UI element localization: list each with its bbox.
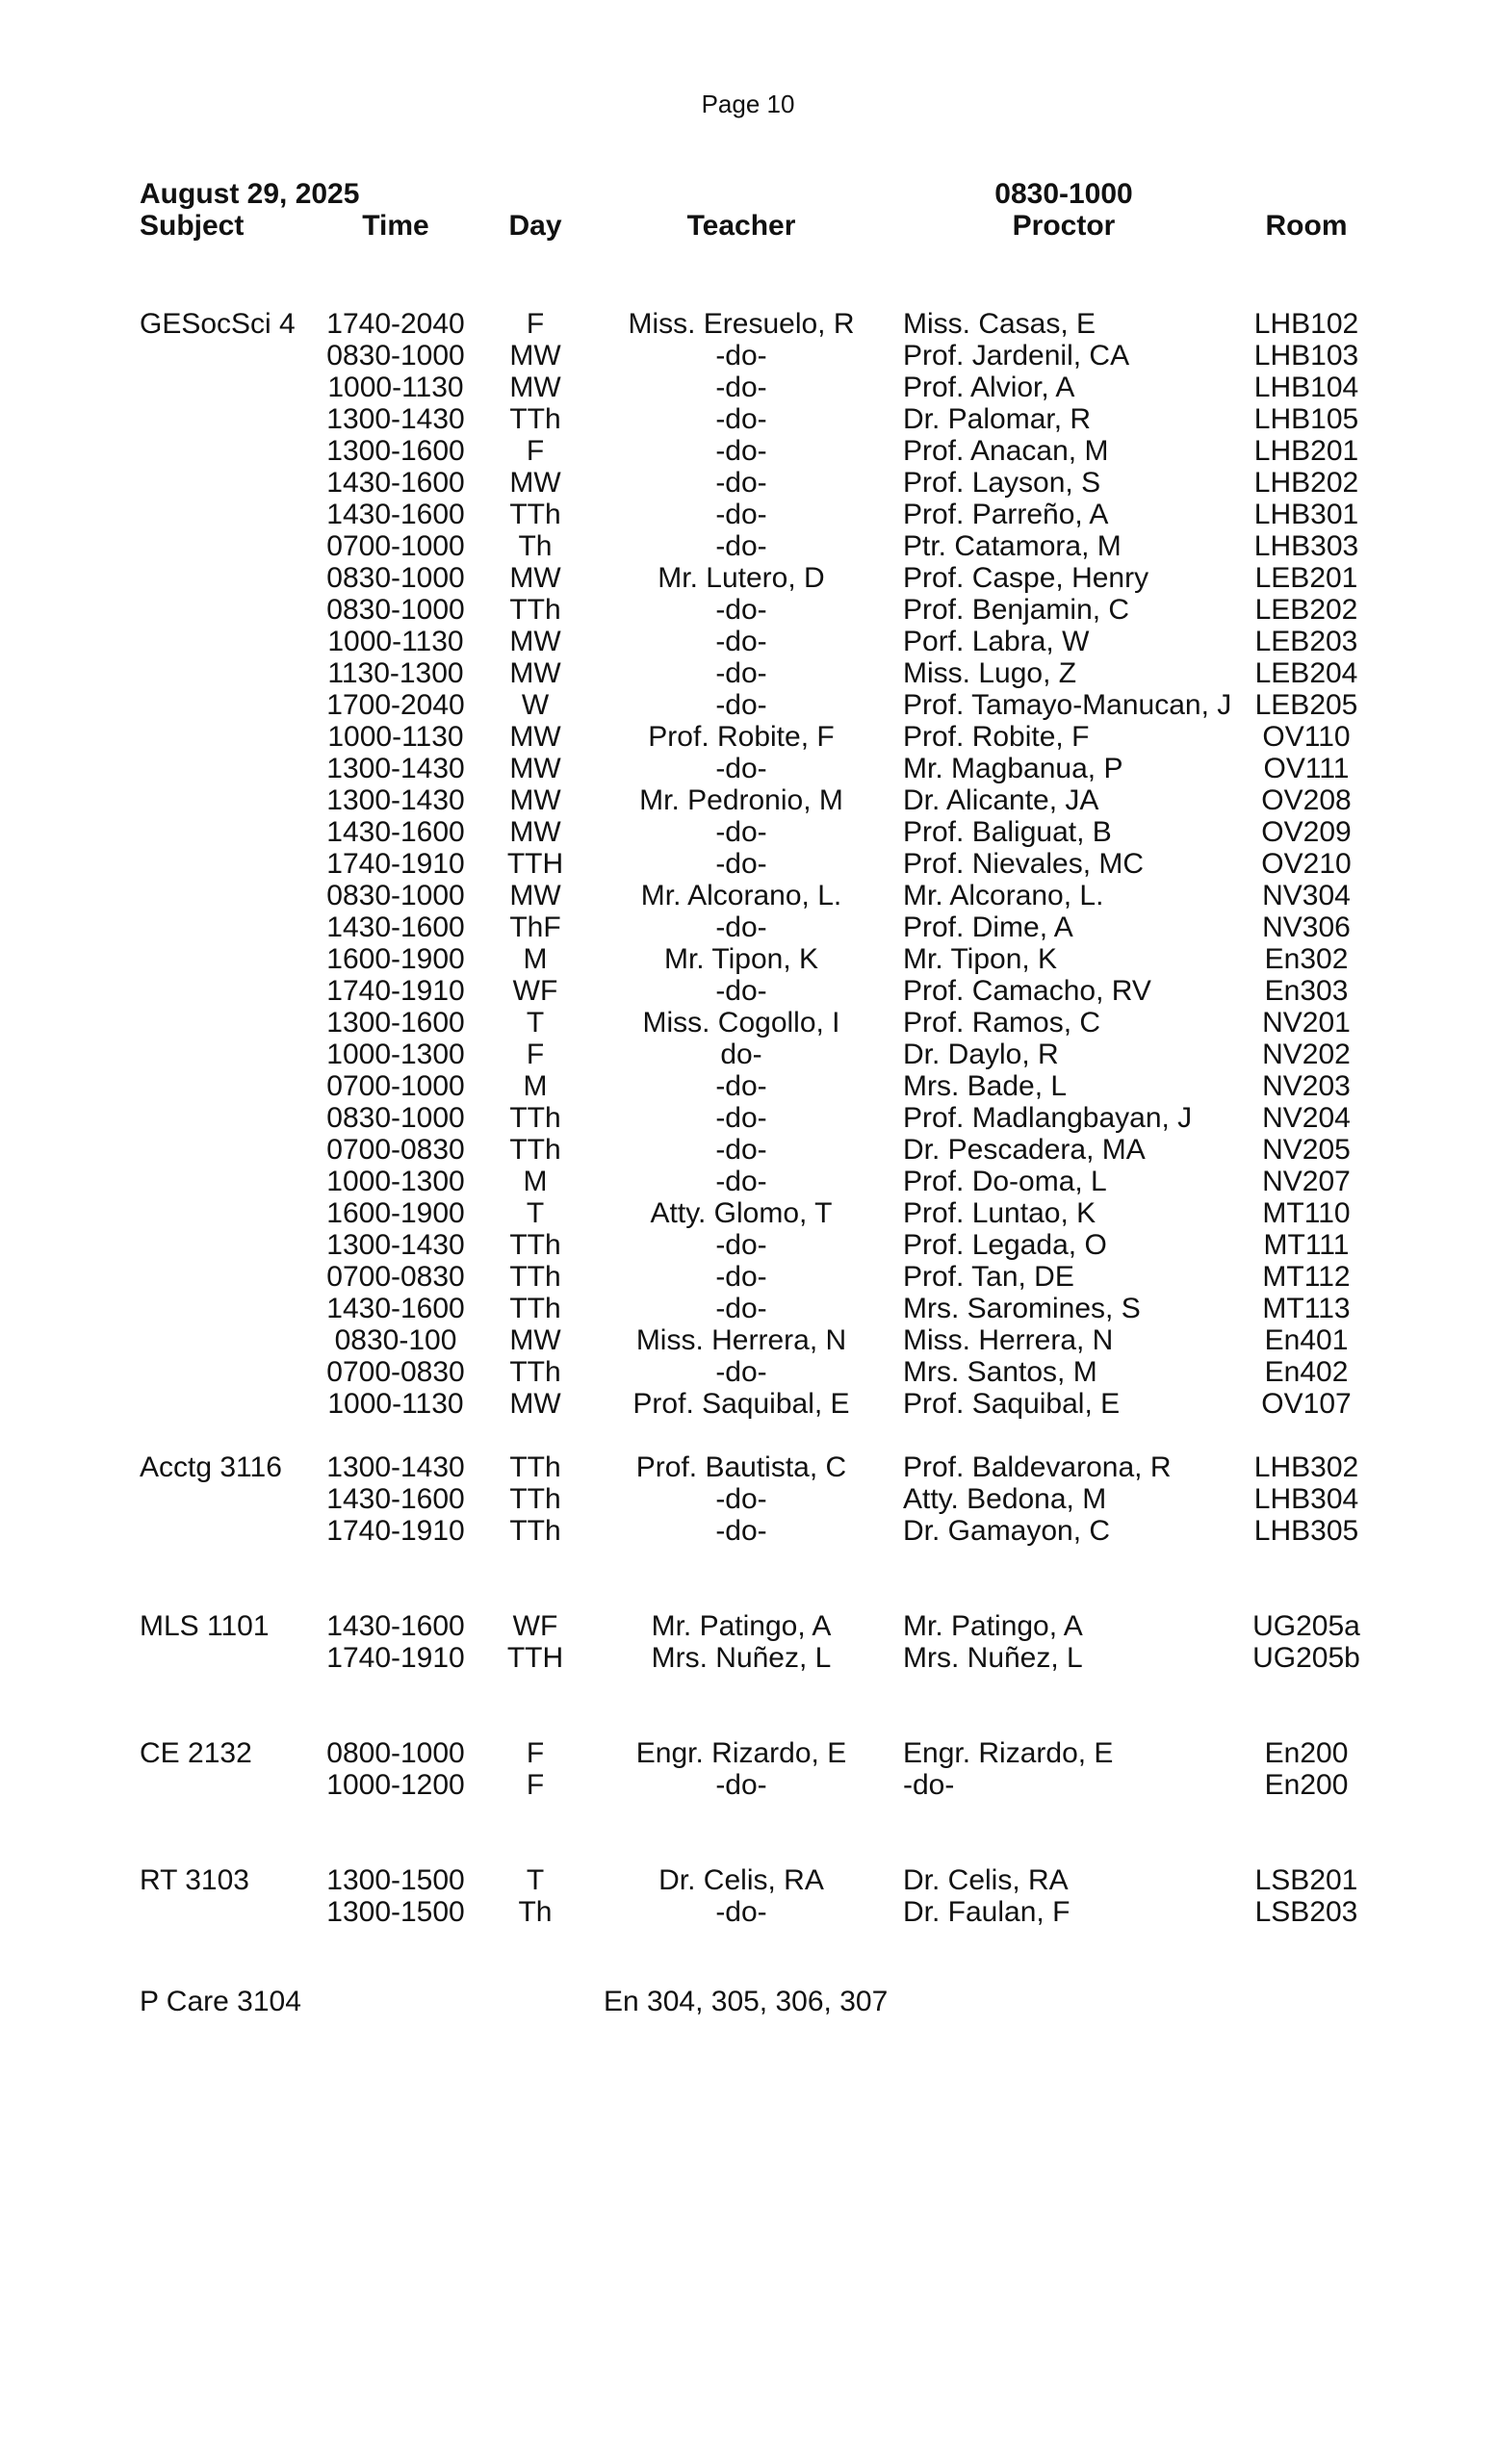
- teacher-cell: -do-: [715, 1134, 767, 1166]
- time-cell: 1000-1130: [327, 372, 464, 403]
- day-cell: M: [523, 1166, 548, 1197]
- room-cell: OV107: [1261, 1388, 1352, 1420]
- day-cell: MW: [509, 721, 561, 753]
- time-cell: 1300-1430: [326, 784, 465, 816]
- column-header-teacher: Teacher: [686, 210, 796, 242]
- table-row-p-care: [0, 1986, 1496, 2017]
- time-cell: 1130-1300: [327, 657, 464, 689]
- table-row: [0, 372, 1496, 403]
- day-cell: WF: [512, 975, 558, 1007]
- time-cell: 0830-1000: [326, 594, 465, 626]
- proctor-cell: Miss. Lugo, Z: [903, 657, 1077, 689]
- proctor-cell: Miss. Herrera, N: [903, 1324, 1114, 1356]
- room-cell: NV304: [1262, 880, 1351, 911]
- table-row: [0, 1451, 1496, 1483]
- proctor-cell: Dr. Daylo, R: [903, 1039, 1059, 1070]
- time-cell: 1740-1910: [326, 1515, 465, 1547]
- room-cell: NV203: [1262, 1070, 1351, 1102]
- day-cell: TTh: [509, 1515, 561, 1547]
- table-row: [0, 626, 1496, 657]
- table-row: [0, 1166, 1496, 1197]
- time-cell: 1000-1130: [327, 1388, 464, 1420]
- time-cell: 0700-0830: [326, 1356, 465, 1388]
- teacher-cell: -do-: [715, 657, 767, 689]
- teacher-cell: do-: [720, 1039, 762, 1070]
- room-cell: LHB303: [1253, 530, 1359, 562]
- day-cell: TTh: [509, 403, 561, 435]
- time-cell: 0700-1000: [326, 1070, 465, 1102]
- teacher-cell: Engr. Rizardo, E: [635, 1737, 847, 1769]
- subject-cell: CE 2132: [140, 1737, 252, 1769]
- day-cell: MW: [509, 340, 561, 372]
- day-cell: T: [526, 1864, 545, 1896]
- day-cell: TTh: [509, 594, 561, 626]
- teacher-cell: Mr. Patingo, A: [651, 1610, 832, 1642]
- time-cell: 1430-1600: [326, 1610, 465, 1642]
- teacher-cell: -do-: [715, 1483, 767, 1515]
- table-row: [0, 1197, 1496, 1229]
- proctor-cell: Prof. Do-oma, L: [903, 1166, 1107, 1197]
- teacher-cell: -do-: [715, 816, 767, 848]
- day-cell: F: [526, 1737, 545, 1769]
- teacher-cell: -do-: [715, 340, 767, 372]
- proctor-cell: Prof. Nievales, MC: [903, 848, 1145, 880]
- room-cell: NV204: [1262, 1102, 1351, 1134]
- day-cell: Th: [518, 530, 553, 562]
- time-cell: 1000-1300: [326, 1166, 465, 1197]
- teacher-cell: Mr. Tipon, K: [663, 943, 819, 975]
- subject-cell: Acctg 3116: [140, 1451, 282, 1483]
- table-row: [0, 562, 1496, 594]
- teacher-cell: -do-: [715, 1769, 767, 1801]
- table-row: [0, 784, 1496, 816]
- room-cell: En302: [1264, 943, 1349, 975]
- subject-cell: P Care 3104: [140, 1986, 301, 2017]
- table-row: [0, 1769, 1496, 1801]
- day-cell: TTh: [509, 1102, 561, 1134]
- day-cell: TTh: [509, 499, 561, 530]
- teacher-cell: Miss. Herrera, N: [635, 1324, 847, 1356]
- room-cell: LEB205: [1254, 689, 1358, 721]
- proctor-cell: Prof. Tamayo-Manucan, J: [903, 689, 1232, 721]
- table-row: [0, 689, 1496, 721]
- room-cell: MT113: [1262, 1293, 1351, 1324]
- proctor-cell: Mr. Patingo, A: [903, 1610, 1083, 1642]
- teacher-cell: -do-: [715, 1166, 767, 1197]
- room-cell: OV210: [1261, 848, 1352, 880]
- teacher-cell: -do-: [715, 753, 767, 784]
- day-cell: MW: [509, 562, 561, 594]
- room-cell: En402: [1264, 1356, 1349, 1388]
- day-cell: F: [526, 435, 545, 467]
- day-cell: Th: [518, 1896, 553, 1928]
- table-row: [0, 403, 1496, 435]
- proctor-cell: Prof. Alvior, A: [903, 372, 1075, 403]
- room-cell: En303: [1264, 975, 1349, 1007]
- table-row: [0, 1293, 1496, 1324]
- room-cell: LHB201: [1253, 435, 1359, 467]
- column-header-day: Day: [508, 210, 562, 242]
- proctor-cell: Ptr. Catamora, M: [903, 530, 1122, 562]
- proctor-cell: Prof. Baliguat, B: [903, 816, 1112, 848]
- day-cell: TTh: [509, 1134, 561, 1166]
- proctor-cell: Dr. Palomar, R: [903, 403, 1092, 435]
- column-header-subject: Subject: [140, 210, 245, 242]
- time-cell: 1300-1430: [326, 403, 465, 435]
- teacher-cell: -do-: [715, 1070, 767, 1102]
- table-row: [0, 975, 1496, 1007]
- teacher-cell: -do-: [715, 403, 767, 435]
- table-row: [0, 753, 1496, 784]
- day-cell: MW: [509, 784, 561, 816]
- day-cell: MW: [509, 372, 561, 403]
- table-row: [0, 308, 1496, 340]
- time-cell: 1300-1600: [326, 435, 465, 467]
- day-cell: M: [523, 943, 548, 975]
- time-cell: 1000-1130: [327, 721, 464, 753]
- teacher-cell: Miss. Cogollo, I: [642, 1007, 840, 1039]
- day-cell: MW: [509, 880, 561, 911]
- proctor-cell: Prof. Baldevarona, R: [903, 1451, 1172, 1483]
- time-cell: 1700-2040: [326, 689, 465, 721]
- room-cell: OV208: [1261, 784, 1352, 816]
- day-cell: TTh: [509, 1293, 561, 1324]
- room-cell: En200: [1264, 1737, 1349, 1769]
- day-cell: TTh: [509, 1451, 561, 1483]
- room-cell: NV306: [1262, 911, 1351, 943]
- time-cell: 1000-1200: [326, 1769, 465, 1801]
- day-cell: T: [526, 1007, 545, 1039]
- time-cell: 1300-1500: [326, 1864, 465, 1896]
- day-cell: MW: [509, 816, 561, 848]
- proctor-cell: Prof. Dime, A: [903, 911, 1073, 943]
- proctor-cell: Mrs. Nuñez, L: [903, 1642, 1083, 1674]
- table-row: [0, 594, 1496, 626]
- proctor-cell: Prof. Tan, DE: [903, 1261, 1074, 1293]
- time-cell: 1740-1910: [326, 1642, 465, 1674]
- table-row: [0, 1388, 1496, 1420]
- time-cell: 0830-1000: [326, 340, 465, 372]
- teacher-cell: -do-: [715, 626, 767, 657]
- proctor-cell: Prof. Benjamin, C: [903, 594, 1130, 626]
- room-cell: LHB105: [1253, 403, 1359, 435]
- room-cell: OV209: [1261, 816, 1352, 848]
- table-row: [0, 1356, 1496, 1388]
- proctor-cell: Prof. Robite, F: [903, 721, 1090, 753]
- exam-time-slot: 0830-1000: [994, 178, 1133, 210]
- day-cell: MW: [509, 626, 561, 657]
- table-row: [0, 530, 1496, 562]
- day-cell: MW: [509, 753, 561, 784]
- proctor-cell: Mr. Tipon, K: [903, 943, 1058, 975]
- room-cell: NV202: [1262, 1039, 1351, 1070]
- table-row: [0, 1007, 1496, 1039]
- proctor-cell: Dr. Pescadera, MA: [903, 1134, 1146, 1166]
- time-cell: 1600-1900: [326, 1197, 465, 1229]
- table-row: [0, 1102, 1496, 1134]
- table-row: [0, 1610, 1496, 1642]
- proctor-cell: Mrs. Saromines, S: [903, 1293, 1141, 1324]
- table-row: [0, 1896, 1496, 1928]
- room-cell: LHB103: [1253, 340, 1359, 372]
- time-cell: 0700-0830: [326, 1134, 465, 1166]
- column-header-room: Room: [1265, 210, 1348, 242]
- teacher-cell: -do-: [715, 594, 767, 626]
- teacher-cell: -do-: [715, 530, 767, 562]
- day-cell: TTH: [506, 848, 564, 880]
- table-row: [0, 911, 1496, 943]
- teacher-cell: Mr. Lutero, D: [658, 562, 825, 594]
- table-row: [0, 340, 1496, 372]
- teacher-cell: -do-: [715, 1515, 767, 1547]
- teacher-cell: -do-: [715, 1229, 767, 1261]
- teacher-cell: -do-: [715, 689, 767, 721]
- day-cell: MW: [509, 1324, 561, 1356]
- teacher-cell: -do-: [715, 372, 767, 403]
- table-row: [0, 1039, 1496, 1070]
- room-cell: UG205a: [1252, 1610, 1360, 1642]
- teacher-cell: -do-: [715, 1293, 767, 1324]
- proctor-cell: Dr. Faulan, F: [903, 1896, 1070, 1928]
- proctor-cell: Prof. Ramos, C: [903, 1007, 1101, 1039]
- day-cell: T: [526, 1197, 545, 1229]
- teacher-cell: -do-: [715, 467, 767, 499]
- teacher-cell: Prof. Saquibal, E: [632, 1388, 850, 1420]
- proctor-cell: Atty. Bedona, M: [903, 1483, 1107, 1515]
- room-cell: LHB302: [1253, 1451, 1359, 1483]
- proctor-cell: Prof. Anacan, M: [903, 435, 1109, 467]
- teacher-cell: Prof. Bautista, C: [635, 1451, 847, 1483]
- room-cell: LEB203: [1254, 626, 1358, 657]
- day-cell: TTh: [509, 1483, 561, 1515]
- room-cell: LSB203: [1254, 1896, 1358, 1928]
- proctor-cell: Dr. Alicante, JA: [903, 784, 1099, 816]
- time-cell: 1300-1500: [326, 1896, 465, 1928]
- day-cell: W: [521, 689, 550, 721]
- teacher-cell: -do-: [715, 1261, 767, 1293]
- teacher-cell: Mrs. Nuñez, L: [651, 1642, 832, 1674]
- day-cell: F: [526, 1769, 545, 1801]
- table-row: [0, 1134, 1496, 1166]
- room-cell: LEB204: [1254, 657, 1358, 689]
- teacher-cell: -do-: [715, 435, 767, 467]
- room-list-note: En 304, 305, 306, 307: [604, 1986, 889, 2017]
- room-cell: NV201: [1262, 1007, 1351, 1039]
- room-cell: LHB104: [1253, 372, 1359, 403]
- room-cell: En200: [1264, 1769, 1349, 1801]
- table-row: [0, 1642, 1496, 1674]
- room-cell: MT111: [1263, 1229, 1350, 1261]
- day-cell: M: [523, 1070, 548, 1102]
- time-cell: 1430-1600: [326, 1293, 465, 1324]
- proctor-cell: Mrs. Santos, M: [903, 1356, 1097, 1388]
- teacher-cell: Prof. Robite, F: [648, 721, 835, 753]
- room-cell: UG205b: [1252, 1642, 1360, 1674]
- room-cell: NV205: [1262, 1134, 1351, 1166]
- time-cell: 1300-1430: [326, 1451, 465, 1483]
- room-cell: LHB305: [1253, 1515, 1359, 1547]
- room-cell: LHB202: [1253, 467, 1359, 499]
- teacher-cell: -do-: [715, 911, 767, 943]
- time-cell: 1740-1910: [326, 975, 465, 1007]
- day-cell: WF: [512, 1610, 558, 1642]
- table-row: [0, 657, 1496, 689]
- subject-cell: GESocSci 4: [140, 308, 296, 340]
- proctor-cell: Prof. Luntao, K: [903, 1197, 1096, 1229]
- time-cell: 1300-1600: [326, 1007, 465, 1039]
- proctor-cell: -do-: [903, 1769, 955, 1801]
- teacher-cell: Atty. Glomo, T: [650, 1197, 833, 1229]
- teacher-cell: -do-: [715, 1102, 767, 1134]
- table-row: [0, 721, 1496, 753]
- time-cell: 1300-1430: [326, 1229, 465, 1261]
- teacher-cell: -do-: [715, 848, 767, 880]
- subject-cell: RT 3103: [140, 1864, 249, 1896]
- room-cell: LEB202: [1254, 594, 1358, 626]
- table-row: [0, 1070, 1496, 1102]
- page-number: Page 10: [701, 90, 795, 118]
- day-cell: TTH: [506, 1642, 564, 1674]
- column-header-time: Time: [362, 210, 429, 242]
- room-cell: LSB201: [1254, 1864, 1358, 1896]
- time-cell: 1430-1600: [326, 816, 465, 848]
- table-row: [0, 816, 1496, 848]
- day-cell: F: [526, 1039, 545, 1070]
- teacher-cell: Mr. Pedronio, M: [639, 784, 843, 816]
- time-cell: 1430-1600: [326, 911, 465, 943]
- time-cell: 0830-1000: [326, 562, 465, 594]
- table-row: [0, 1737, 1496, 1769]
- table-row: [0, 1324, 1496, 1356]
- room-cell: NV207: [1262, 1166, 1351, 1197]
- proctor-cell: Prof. Parreño, A: [903, 499, 1109, 530]
- table-row: [0, 1483, 1496, 1515]
- proctor-cell: Prof. Saquibal, E: [903, 1388, 1121, 1420]
- proctor-cell: Miss. Casas, E: [903, 308, 1096, 340]
- teacher-cell: Miss. Eresuelo, R: [628, 308, 855, 340]
- room-cell: LHB102: [1253, 308, 1359, 340]
- day-cell: TTh: [509, 1356, 561, 1388]
- day-cell: TTh: [509, 1261, 561, 1293]
- room-cell: LHB301: [1253, 499, 1359, 530]
- table-row: [0, 1864, 1496, 1896]
- time-cell: 0830-100: [334, 1324, 457, 1356]
- column-header-proctor: Proctor: [1012, 210, 1116, 242]
- time-cell: 1430-1600: [326, 1483, 465, 1515]
- time-cell: 0700-1000: [326, 530, 465, 562]
- day-cell: MW: [509, 1388, 561, 1420]
- time-cell: 0830-1000: [326, 880, 465, 911]
- teacher-cell: Mr. Alcorano, L.: [640, 880, 842, 911]
- proctor-cell: Prof. Layson, S: [903, 467, 1101, 499]
- time-cell: 0800-1000: [326, 1737, 465, 1769]
- time-cell: 0700-0830: [326, 1261, 465, 1293]
- proctor-cell: Prof. Jardenil, CA: [903, 340, 1130, 372]
- time-cell: 1600-1900: [326, 943, 465, 975]
- day-cell: MW: [509, 657, 561, 689]
- time-cell: 1300-1430: [326, 753, 465, 784]
- table-row: [0, 499, 1496, 530]
- time-cell: 1740-1910: [326, 848, 465, 880]
- time-cell: 1000-1130: [327, 626, 464, 657]
- room-cell: LEB201: [1254, 562, 1358, 594]
- teacher-cell: -do-: [715, 975, 767, 1007]
- day-cell: F: [526, 308, 545, 340]
- teacher-cell: -do-: [715, 499, 767, 530]
- table-row: [0, 943, 1496, 975]
- room-cell: OV111: [1263, 753, 1350, 784]
- day-cell: ThF: [509, 911, 561, 943]
- proctor-cell: Prof. Camacho, RV: [903, 975, 1151, 1007]
- proctor-cell: Porf. Labra, W: [903, 626, 1090, 657]
- proctor-cell: Mr. Alcorano, L.: [903, 880, 1104, 911]
- teacher-cell: Dr. Celis, RA: [658, 1864, 824, 1896]
- table-row: [0, 467, 1496, 499]
- day-cell: MW: [509, 467, 561, 499]
- day-cell: TTh: [509, 1229, 561, 1261]
- proctor-cell: Mr. Magbanua, P: [903, 753, 1123, 784]
- proctor-cell: Prof. Caspe, Henry: [903, 562, 1149, 594]
- subject-cell: MLS 1101: [140, 1610, 270, 1642]
- table-row: [0, 1261, 1496, 1293]
- proctor-cell: Engr. Rizardo, E: [903, 1737, 1114, 1769]
- table-row: [0, 880, 1496, 911]
- proctor-cell: Mrs. Bade, L: [903, 1070, 1068, 1102]
- time-cell: 1000-1300: [326, 1039, 465, 1070]
- room-cell: OV110: [1262, 721, 1351, 753]
- time-cell: 1430-1600: [326, 467, 465, 499]
- table-row: [0, 435, 1496, 467]
- time-cell: 1430-1600: [326, 499, 465, 530]
- proctor-cell: Dr. Celis, RA: [903, 1864, 1069, 1896]
- room-cell: LHB304: [1253, 1483, 1359, 1515]
- table-row: [0, 848, 1496, 880]
- room-cell: MT110: [1262, 1197, 1351, 1229]
- time-cell: 0830-1000: [326, 1102, 465, 1134]
- table-row: [0, 1515, 1496, 1547]
- proctor-cell: Prof. Madlangbayan, J: [903, 1102, 1193, 1134]
- room-cell: MT112: [1262, 1261, 1351, 1293]
- table-row: [0, 1229, 1496, 1261]
- teacher-cell: -do-: [715, 1896, 767, 1928]
- time-cell: 1740-2040: [326, 308, 465, 340]
- teacher-cell: -do-: [715, 1356, 767, 1388]
- proctor-cell: Prof. Legada, O: [903, 1229, 1107, 1261]
- room-cell: En401: [1264, 1324, 1349, 1356]
- exam-date: August 29, 2025: [140, 178, 360, 210]
- proctor-cell: Dr. Gamayon, C: [903, 1515, 1111, 1547]
